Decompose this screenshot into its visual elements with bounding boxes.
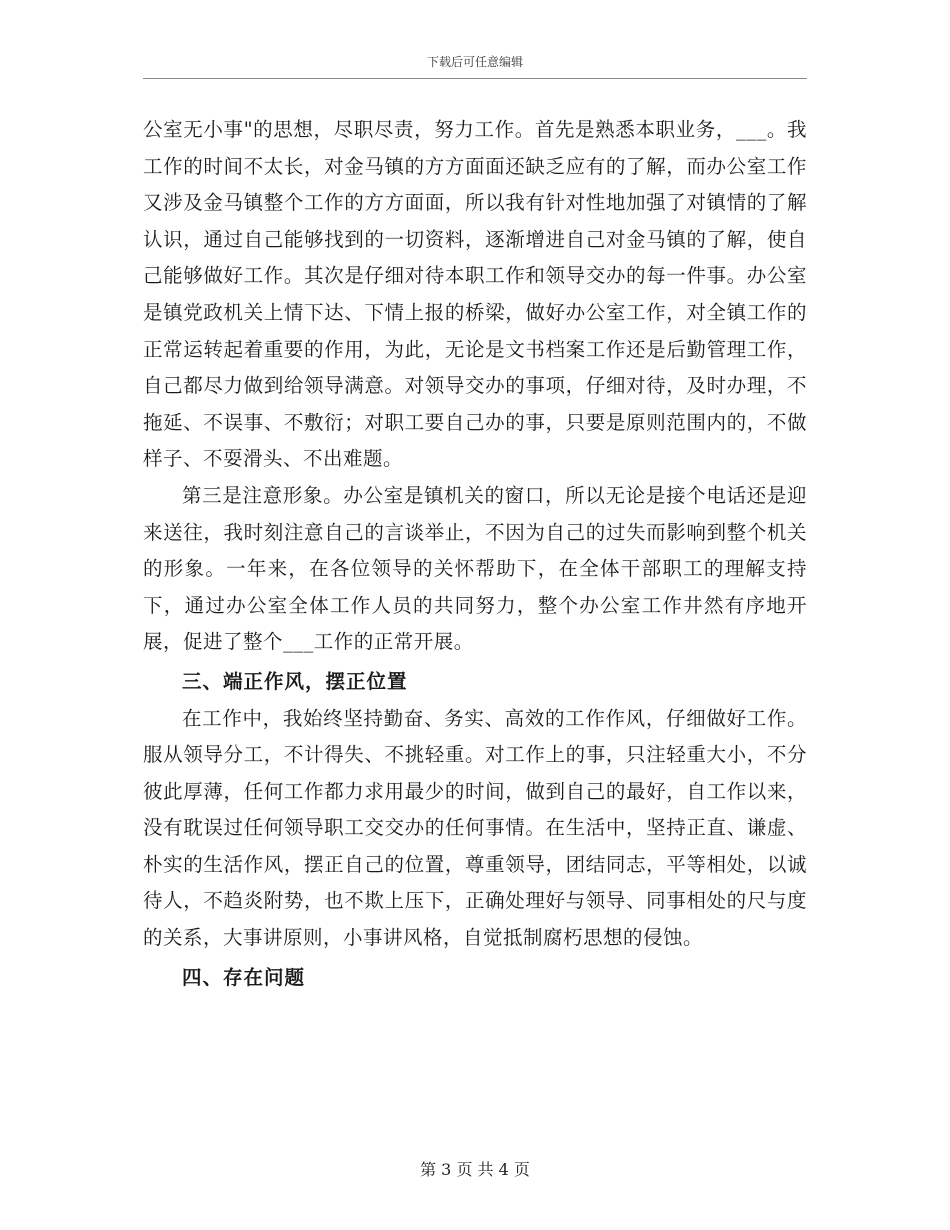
section-heading-4: 四、存在问题	[182, 965, 306, 989]
document-body	[143, 112, 807, 996]
page-number-footer: 第 3 页 共 4 页	[420, 1160, 530, 1179]
section-3-paragraph: 在工作中，我始终坚持勤奋、务实、高效的工作作风，仔细做好工作。服从领导分工，不计得失、不挑轻重。对工作上的事，只注轻重大小，不分彼此厚薄，任何工作都力求用最少的时间，做到自己的最好，自工作以来，没有耽误过任何领导职工交交办的任何事情。在生活中，坚持正直、谦虚、朴实的生活作风，摆正自己的位置，尊重领导，团结同志，平等相处，以诚待人，不趋炎附势，也不欺上压下，正确处理好与领导、同事相处的尺与度的关系，大事讲原则，小事讲风格，自觉抵制腐朽思想的侵蚀。	[143, 706, 807, 950]
section-heading-3: 三、端正作风，摆正位置	[182, 669, 408, 693]
header-divider	[143, 78, 807, 79]
paragraph-image: 第三是注意形象。办公室是镇机关的窗口，所以无论是接个电话还是迎来送往，我时刻注意自己的言谈举止，不因为自己的过失而影响到整个机关的形象。一年来，在各位领导的关怀帮助下，在全体干部职工的理解支持下，通过办公室全体工作人员的共同努力，整个办公室工作井然有序地开展，促进了整个___工作的正常开展。	[143, 483, 807, 654]
page-header: 下载后可任意编辑	[426, 55, 523, 69]
paragraph-continued: 公室无小事"的思想，尽职尽责，努力工作。首先是熟悉本职业务，___。我工作的时间不太长，对金马镇的方方面面还缺乏应有的了解，而办公室工作又涉及金马镇整个工作的方方面面，所以我有针对性地加强了对镇情的了解认识，通过自己能够找到的一切资料，逐渐增进自己对金马镇的了解，使自己能够做好工作。其次是仔细对待本职工作和领导交办的每一件事。办公室是镇党政机关上情下达、下情上报的桥梁，做好办公室工作，对全镇工作的正常运转起着重要的作用，为此，无论是文书档案工作还是后勤管理工作，自己都尽力做到给领导满意。对领导交办的事项，仔细对待，及时办理，不拖延、不误事、不敷衍；对职工要自己办的事，只要是原则范围内的，不做样子、不耍滑头、不出难题。	[143, 118, 807, 471]
